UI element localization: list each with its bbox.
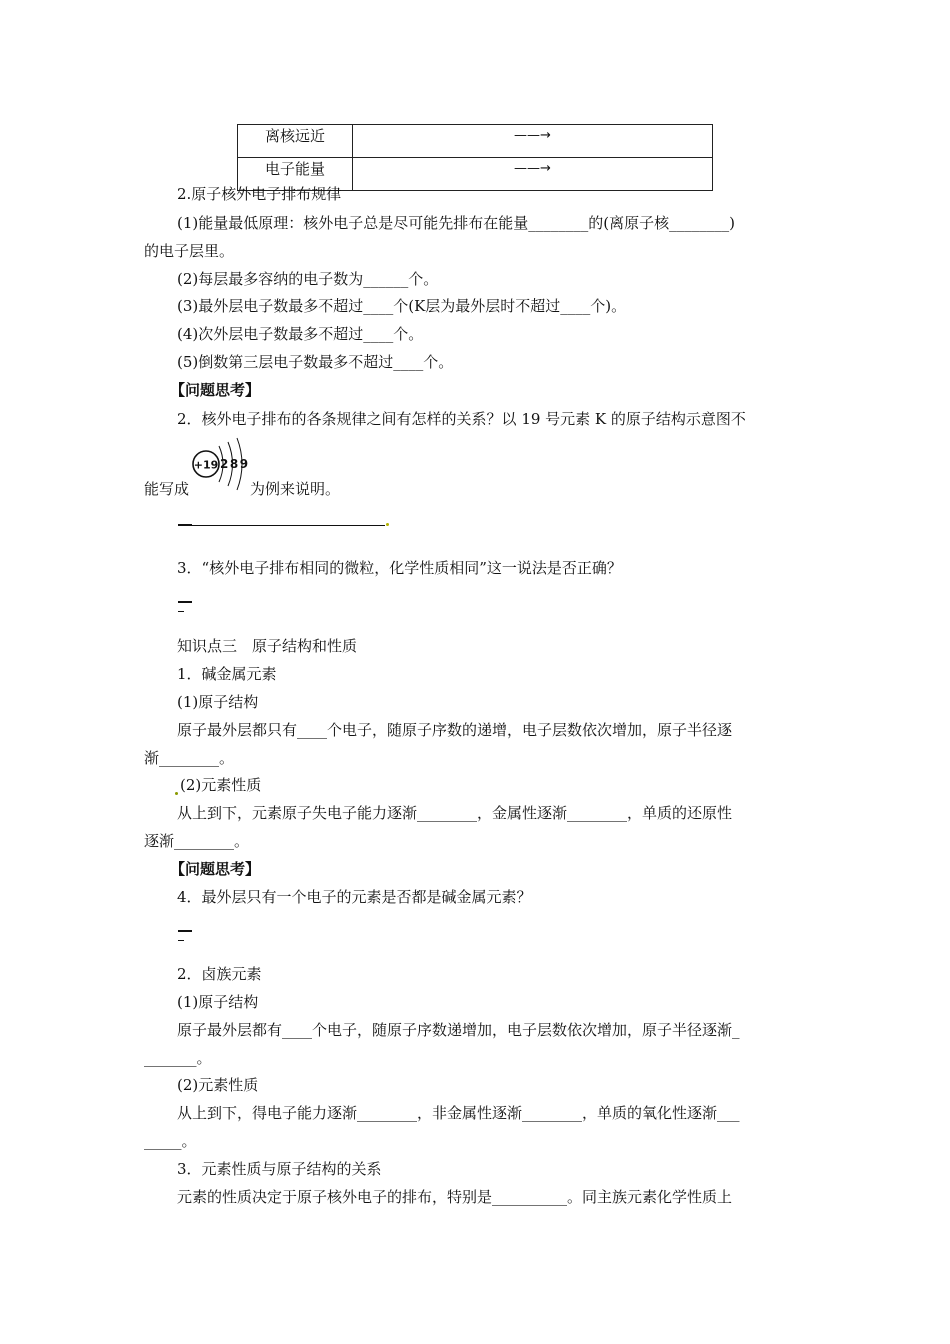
row-label: 离核远近 (238, 125, 353, 158)
text-line: 渐________。 (144, 749, 235, 767)
answer-line (178, 601, 192, 603)
answer-line (178, 940, 184, 941)
question-text: 3．“核外电子排布相同的微粒，化学性质相同”这一说法是否正确？ (177, 559, 622, 577)
text-line: 原子最外层都有____个电子，随原子序数递增加，电子层数依次增加，原子半径逐渐_ (177, 1021, 740, 1039)
subsection-heading: 2．卤族元素 (177, 965, 262, 983)
subsection-heading: 3．元素性质与原子结构的关系 (177, 1160, 382, 1178)
text-line: (1)能量最低原理：核外电子总是尽可能先排布在能量________的(离原子核________) (177, 214, 735, 232)
text-line: 为例来说明。 (250, 480, 341, 498)
text-line: 能写成 (144, 480, 190, 498)
subsection-heading: 1．碱金属元素 (177, 665, 277, 683)
section-heading: 2.原子核外电子排布规律 (177, 185, 342, 203)
section-heading: 知识点三 原子结构和性质 (177, 637, 358, 655)
text-line: (4)次外层电子数最多不超过____个。 (177, 325, 424, 343)
question-text: 2．核外电子排布的各条规律之间有怎样的关系？以 19 号元素 K 的原子结构示意图不 (177, 410, 746, 428)
energy-table (237, 124, 713, 191)
question-heading: 【问题思考】 (170, 860, 261, 878)
row-arrow: ——→ (353, 158, 713, 191)
question-heading: 【问题思考】 (170, 381, 261, 399)
text-line: (2)每层最多容纳的电子数为______个。 (177, 270, 439, 288)
table-row (238, 125, 713, 158)
text-line: (2)元素性质 (175, 775, 261, 795)
nucleus-label: +19 (193, 458, 219, 472)
text-line: 逐渐________。 (144, 832, 250, 850)
text-line: (3)最外层电子数最多不超过____个(K层为最外层时不超过____个)。 (177, 297, 627, 315)
answer-line (178, 524, 192, 526)
text-line: 从上到下，得电子能力逐渐________，非金属性逐渐________，单质的氧化性逐渐___ (177, 1104, 740, 1122)
answer-line (178, 611, 184, 612)
atom-structure-icon (190, 434, 252, 496)
question-text: 4．最外层只有一个电子的元素是否都是碱金属元素？ (177, 888, 532, 906)
answer-line (178, 930, 192, 932)
row-arrow: ——→ (353, 125, 713, 158)
text-line: (1)原子结构 (177, 693, 259, 711)
text-line: _______。 (144, 1049, 212, 1067)
text-line: (2)元素性质 (177, 1076, 259, 1094)
text-line: (1)原子结构 (177, 993, 259, 1011)
text-line: 从上到下，元素原子失电子能力逐渐________，金属性逐渐________，单质的还原性 (177, 804, 733, 822)
text-line: 的电子层里。 (144, 242, 235, 260)
row-label: 电子能量 (238, 158, 353, 191)
text-line: (5)倒数第三层电子数最多不超过____个。 (177, 353, 454, 371)
dot-mark (175, 792, 178, 795)
shell-electron-counts: 289 (220, 457, 250, 471)
dot-mark (386, 523, 389, 526)
answer-line (192, 525, 385, 526)
text-line: 原子最外层都只有____个电子，随原子序数的递增，电子层数依次增加，原子半径逐 (177, 721, 733, 739)
text-line: _____。 (144, 1132, 197, 1150)
text-line: 元素的性质决定于原子核外电子的排布，特别是__________。同主族元素化学性质上 (177, 1188, 733, 1206)
